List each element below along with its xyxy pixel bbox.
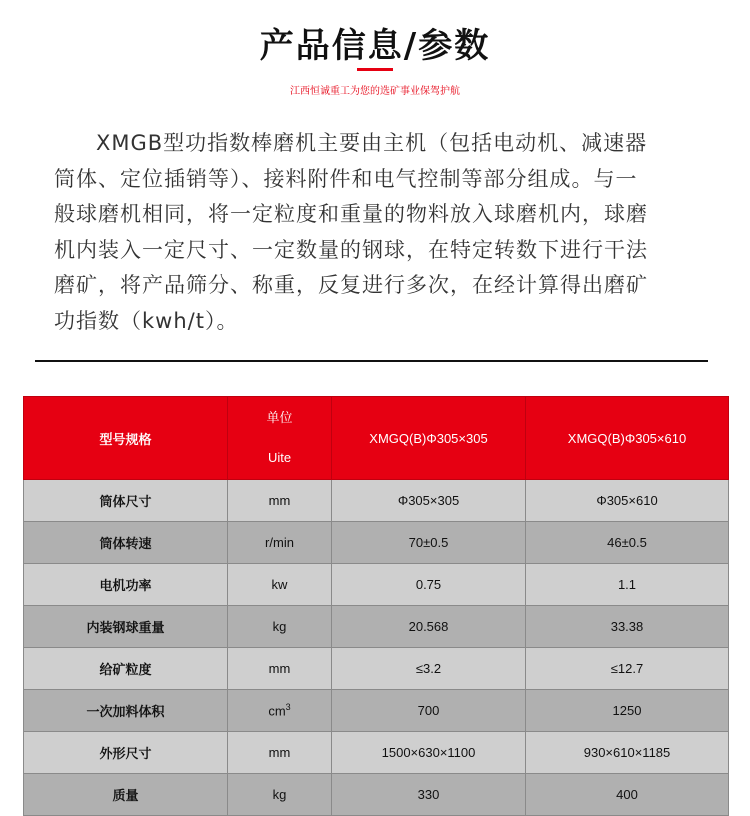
row-unit-superscript: 3 <box>285 702 291 713</box>
row-value-b: 33.38 <box>526 606 729 648</box>
row-name: 一次加料体积 <box>24 690 228 732</box>
table-row <box>24 648 729 690</box>
row-unit: mm <box>228 732 332 774</box>
row-value-b: 930×610×1185 <box>526 732 729 774</box>
table-row <box>24 774 729 816</box>
section-divider <box>35 360 708 362</box>
header-unit-en: Uite <box>267 450 292 465</box>
header-model-a: XMGQ(B)Φ305×305 <box>332 397 526 480</box>
table-row <box>24 690 729 732</box>
row-value-b: ≤12.7 <box>526 648 729 690</box>
page-subtitle: 江西恒诚重工为您的选矿事业保驾护航 <box>290 86 460 97</box>
row-unit-base: cm <box>268 703 286 719</box>
page-title: 产品信息/参数 <box>259 26 491 66</box>
table-row <box>24 732 729 774</box>
row-value-a: ≤3.2 <box>332 648 526 690</box>
row-value-b: 46±0.5 <box>526 522 729 564</box>
row-unit: mm <box>228 480 332 522</box>
row-name: 电机功率 <box>24 564 228 606</box>
row-value-a: 1500×630×1100 <box>332 732 526 774</box>
row-name: 给矿粒度 <box>24 648 228 690</box>
row-name: 筒体转速 <box>24 522 228 564</box>
intro-line: 般球磨机相同，将一定粒度和重量的物料放入球磨机内，球磨 <box>54 202 648 226</box>
row-value-b: 1250 <box>526 690 729 732</box>
row-value-a: 330 <box>332 774 526 816</box>
table-row <box>24 606 729 648</box>
row-unit: kg <box>228 606 332 648</box>
row-value-b: Φ305×610 <box>526 480 729 522</box>
header-unit <box>228 397 332 480</box>
row-name: 外形尺寸 <box>24 732 228 774</box>
table-row <box>24 522 729 564</box>
table-row <box>24 480 729 522</box>
intro-line: 机内装入一定尺寸、一定数量的钢球，在特定转数下进行干法 <box>54 237 648 262</box>
row-value-b: 400 <box>526 774 729 816</box>
row-value-a: 70±0.5 <box>332 522 526 564</box>
table-row <box>24 564 729 606</box>
intro-line: 筒体、定位插销等）、接料附件和电气控制等部分组成。与一 <box>54 166 638 191</box>
spec-table <box>23 396 729 816</box>
header-spec: 型号规格 <box>24 397 228 480</box>
table-header-row <box>24 397 729 480</box>
intro-line: 功指数（kwh/t）。 <box>54 308 239 333</box>
header-unit-cn: 单位 <box>266 410 293 425</box>
row-name: 筒体尺寸 <box>24 480 228 522</box>
row-value-a: 700 <box>332 690 526 732</box>
row-value-b: 1.1 <box>526 564 729 606</box>
intro-line: 磨矿，将产品筛分、称重，反复进行多次，在经计算得出磨矿 <box>54 273 648 297</box>
header-model-b: XMGQ(B)Φ305×610 <box>526 397 729 480</box>
intro-paragraph <box>54 126 684 339</box>
row-value-a: 20.568 <box>332 606 526 648</box>
row-unit: kg <box>228 774 332 816</box>
row-unit <box>228 690 332 732</box>
row-value-a: 0.75 <box>332 564 526 606</box>
row-unit: kw <box>228 564 332 606</box>
row-unit: mm <box>228 648 332 690</box>
row-value-a: Φ305×305 <box>332 480 526 522</box>
row-name: 内装钢球重量 <box>24 606 228 648</box>
row-name: 质量 <box>24 774 228 816</box>
row-unit: r/min <box>228 522 332 564</box>
intro-line: XMGB型功指数棒磨机主要由主机（包括电动机、减速器 <box>96 131 648 155</box>
title-underline <box>357 68 393 71</box>
